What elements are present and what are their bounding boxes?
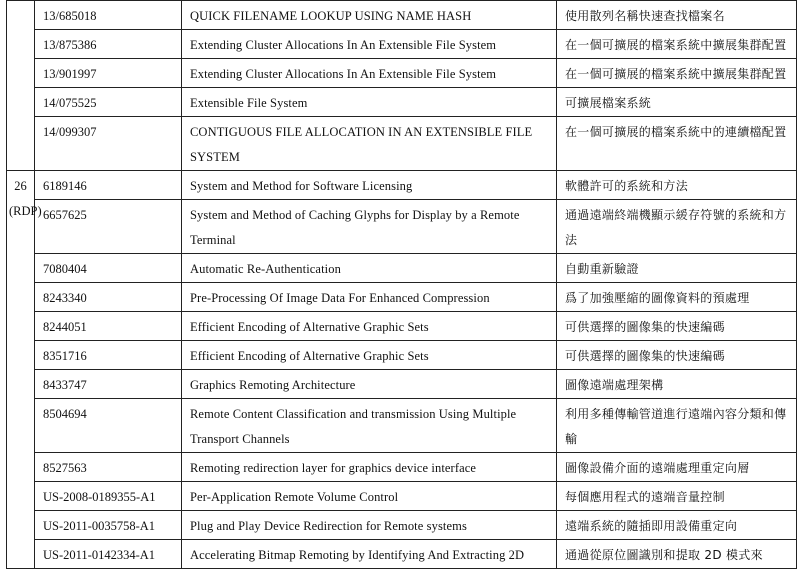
table-row xyxy=(7,117,797,171)
table-row xyxy=(7,453,797,482)
patent-title-chinese: 圖像設備介面的遠端處理重定向層 xyxy=(557,453,797,482)
table-row xyxy=(7,88,797,117)
patent-title: Remote Content Classification and transmission Using Multiple Transport Channels xyxy=(182,399,557,453)
patent-number: 6189146 xyxy=(35,171,182,200)
table-row xyxy=(7,312,797,341)
patent-number: 7080404 xyxy=(35,254,182,283)
patent-title-chinese: 可供選擇的圖像集的快速編碼 xyxy=(557,341,797,370)
patent-number: 14/075525 xyxy=(35,88,182,117)
patent-title-chinese: 自動重新驗證 xyxy=(557,254,797,283)
patent-title: Extending Cluster Allocations In An Extensible File System xyxy=(182,59,557,88)
patent-table xyxy=(6,0,797,569)
table-row xyxy=(7,171,797,200)
patent-number: 8504694 xyxy=(35,399,182,453)
patent-table-body xyxy=(7,1,797,569)
patent-title-chinese: 在一個可擴展的檔案系統中擴展集群配置 xyxy=(557,59,797,88)
table-row xyxy=(7,254,797,283)
patent-number: US-2008-0189355-A1 xyxy=(35,482,182,511)
patent-number: 8351716 xyxy=(35,341,182,370)
table-row xyxy=(7,511,797,540)
patent-title-chinese: 圖像遠端處理架構 xyxy=(557,370,797,399)
patent-title-chinese: 可供選擇的圖像集的快速編碼 xyxy=(557,312,797,341)
patent-title: Plug and Play Device Redirection for Remote systems xyxy=(182,511,557,540)
patent-number: US-2011-0142334-A1 xyxy=(35,540,182,569)
patent-title-chinese: 軟體許可的系統和方法 xyxy=(557,171,797,200)
patent-number: 13/875386 xyxy=(35,30,182,59)
patent-number: US-2011-0035758-A1 xyxy=(35,511,182,540)
patent-title-chinese: 遠端系統的隨插即用設備重定向 xyxy=(557,511,797,540)
patent-number: 6657625 xyxy=(35,200,182,254)
patent-number: 8527563 xyxy=(35,453,182,482)
patent-number: 14/099307 xyxy=(35,117,182,171)
patent-title-chinese: 在一個可擴展的檔案系統中的連續檔配置 xyxy=(557,117,797,171)
patent-title-chinese: 爲了加強壓縮的圖像資料的預處理 xyxy=(557,283,797,312)
table-row xyxy=(7,1,797,30)
patent-title-chinese: 通過從原位圖識別和提取 2D 模式來 xyxy=(557,540,797,569)
patent-title: Pre-Processing Of Image Data For Enhanced Compression xyxy=(182,283,557,312)
patent-title-chinese: 每個應用程式的遠端音量控制 xyxy=(557,482,797,511)
patent-title: CONTIGUOUS FILE ALLOCATION IN AN EXTENSIBLE FILE SYSTEM xyxy=(182,117,557,171)
patent-title: Extending Cluster Allocations In An Extensible File System xyxy=(182,30,557,59)
patent-title: Remoting redirection layer for graphics device interface xyxy=(182,453,557,482)
patent-title: Efficient Encoding of Alternative Graphic Sets xyxy=(182,312,557,341)
group-cell-continued xyxy=(7,1,35,171)
patent-number: 8244051 xyxy=(35,312,182,341)
patent-title: Efficient Encoding of Alternative Graphic Sets xyxy=(182,341,557,370)
patent-list-document xyxy=(6,0,796,569)
group-label: 26 (RDP) xyxy=(7,171,35,569)
patent-number: 13/901997 xyxy=(35,59,182,88)
patent-title-chinese: 在一個可擴展的檔案系統中擴展集群配置 xyxy=(557,30,797,59)
patent-number: 13/685018 xyxy=(35,1,182,30)
patent-title: Per-Application Remote Volume Control xyxy=(182,482,557,511)
table-row xyxy=(7,482,797,511)
patent-title: Accelerating Bitmap Remoting by Identifying And Extracting 2D xyxy=(182,540,557,569)
table-row xyxy=(7,540,797,569)
patent-title-chinese: 利用多種傳輸管道進行遠端內容分類和傳輸 xyxy=(557,399,797,453)
patent-title-chinese: 可擴展檔案系統 xyxy=(557,88,797,117)
patent-number: 8433747 xyxy=(35,370,182,399)
patent-title-chinese: 使用散列名稱快速查找檔案名 xyxy=(557,1,797,30)
patent-number: 8243340 xyxy=(35,283,182,312)
table-row xyxy=(7,341,797,370)
table-row xyxy=(7,59,797,88)
table-row xyxy=(7,283,797,312)
patent-title: Graphics Remoting Architecture xyxy=(182,370,557,399)
table-row xyxy=(7,30,797,59)
patent-title: Automatic Re-Authentication xyxy=(182,254,557,283)
patent-title-chinese: 通過遠端終端機顯示緩存符號的系統和方法 xyxy=(557,200,797,254)
table-row xyxy=(7,399,797,453)
patent-title: Extensible File System xyxy=(182,88,557,117)
table-row xyxy=(7,200,797,254)
patent-title: System and Method for Software Licensing xyxy=(182,171,557,200)
table-row xyxy=(7,370,797,399)
patent-title: QUICK FILENAME LOOKUP USING NAME HASH xyxy=(182,1,557,30)
patent-title: System and Method of Caching Glyphs for Display by a Remote Terminal xyxy=(182,200,557,254)
